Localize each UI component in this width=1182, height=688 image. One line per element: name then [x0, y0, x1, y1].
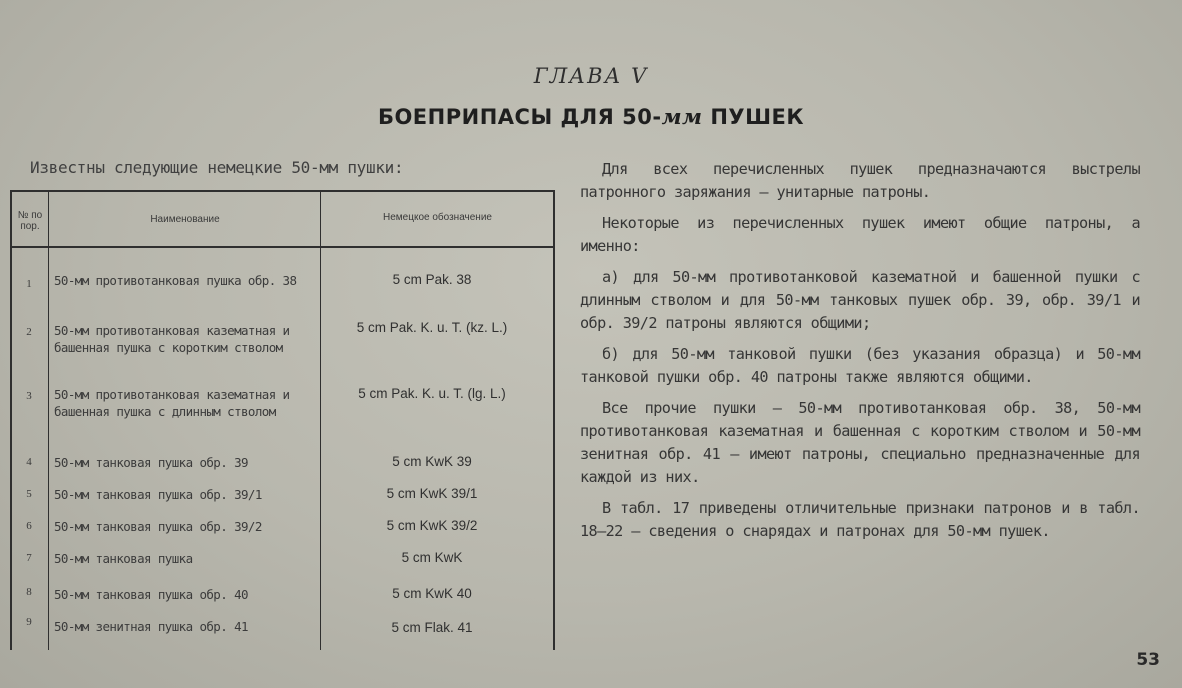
body-text — [580, 158, 1140, 551]
row-number: 3 — [26, 390, 32, 402]
intro-text: Известны следующие немецкие 50-мм пушки: — [30, 158, 404, 177]
row-number: 7 — [26, 552, 32, 564]
row-designation: 5 cm Pak. K. u. T. (lg. L.) — [358, 386, 506, 401]
chapter-title — [0, 104, 1182, 129]
row-designation: 5 cm Pak. 38 — [392, 272, 472, 287]
paragraph: Некоторые из перечисленных пушек имеют общие патроны, а именно: — [580, 214, 1140, 255]
title-unit: мм — [661, 104, 703, 129]
row-name: 50-мм танковая пушка обр. 39 — [54, 455, 248, 470]
table-col-divider-1 — [48, 190, 49, 650]
row-name: 50-мм зенитная пушка обр. 41 — [54, 619, 248, 634]
row-number: 8 — [26, 586, 32, 598]
table-col-divider-2 — [320, 190, 321, 650]
row-name: 50-мм противотанковая пушка обр. 38 — [54, 273, 297, 288]
row-name: 50-мм танковая пушка обр. 39/1 — [54, 487, 262, 502]
row-number: 5 — [26, 488, 32, 500]
row-designation: 5 cm KwK 39 — [392, 454, 472, 469]
header-name: Наименование — [150, 214, 220, 225]
row-name: 50-мм танковая пушка обр. 39/2 — [54, 519, 262, 534]
paragraph: б) для 50-мм танковой пушки (без указания образца) и 50-мм танковой пушки обр. 40 патроны также являются общими. — [580, 345, 1140, 386]
row-number: 1 — [26, 278, 32, 290]
title-suffix: ПУШЕК — [702, 105, 805, 129]
paragraph: В табл. 17 приведены отличительные признаки патронов и в табл. 18—22 — сведения о снарядах и патронах для 50-мм пушек. — [580, 499, 1140, 540]
row-name: 50-мм противотанковая казематная и башенная пушка с коротким стволом — [54, 323, 290, 355]
table-left-border — [10, 190, 12, 650]
row-number: 9 — [26, 616, 32, 628]
table-top-border — [10, 190, 555, 192]
paragraph: Все прочие пушки — 50-мм противотанковая обр. 38, 50-мм противотанковая казематная и башенная с коротким стволом и 50-мм зенитная обр. 41 — имеют патроны, специально предназначенные для каждой из них. — [580, 399, 1140, 486]
paragraph: Для всех перечисленных пушек предназначаются выстрелы патронного заряжания — унитарные патроны. — [580, 160, 1140, 201]
chapter-heading: ГЛАВА V — [533, 64, 649, 88]
row-number: 6 — [26, 520, 32, 532]
header-designation: Немецкое обозначение — [383, 212, 492, 223]
row-designation: 5 cm KwK — [401, 550, 463, 565]
row-name: 50-мм танковая пушка обр. 40 — [54, 587, 248, 602]
table-right-border — [553, 190, 555, 650]
row-designation: 5 cm KwK 39/1 — [386, 486, 478, 501]
paragraph: а) для 50-мм противотанковой казематной и башенной пушки с длинным стволом и для 50-мм танковых пушек обр. 39, обр. 39/1 и обр. 39/2 патроны являются общими; — [580, 268, 1140, 332]
row-designation: 5 cm KwK 40 — [392, 586, 472, 601]
header-num: № по пор. — [17, 210, 43, 232]
row-name: 50-мм танковая пушка — [54, 551, 193, 566]
row-name: 50-мм противотанковая казематная и башенная пушка с длинным стволом — [54, 387, 290, 419]
guns-table — [10, 190, 555, 650]
row-designation: 5 cm Pak. K. u. T. (kz. L.) — [356, 320, 508, 335]
row-designation: 5 cm Flak. 41 — [391, 620, 473, 635]
page-number: 53 — [1136, 650, 1160, 670]
title-prefix: БОЕПРИПАСЫ ДЛЯ 50- — [377, 105, 662, 129]
row-number: 2 — [26, 326, 32, 338]
row-number: 4 — [26, 456, 32, 468]
row-designation: 5 cm KwK 39/2 — [386, 518, 478, 533]
table-header-border — [10, 246, 555, 248]
